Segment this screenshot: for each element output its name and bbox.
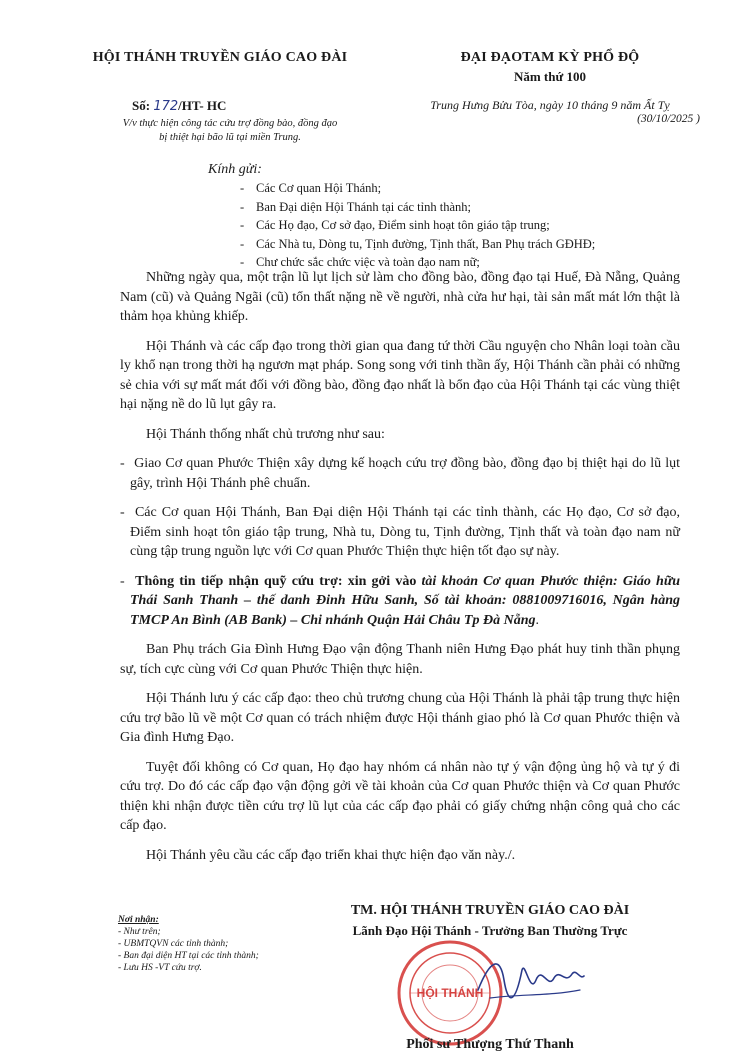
subject-line: bị thiệt hại bão lũ tại miền Trung. <box>159 132 301 143</box>
solar-date: (30/10/2025 ) <box>637 113 700 125</box>
signature-role: Lãnh Đạo Hội Thánh - Trưởng Ban Thường Trực <box>352 923 628 938</box>
bank-info-intro: Thông tin tiếp nhận quỹ cứu trợ: xin gởi vào <box>135 573 422 589</box>
header-left <box>70 50 370 66</box>
signature-org: TM. HỘI THÁNH TRUYỀN GIÁO CAO ĐÀI <box>350 903 630 918</box>
body-paragraph: Ban Phụ trách Gia Đình Hưng Đạo vận động Thanh niên Hưng Đạo phát huy tinh thần phụng sự, tích cực cùng với Cơ quan Phước Thiện thực hiện. <box>120 642 680 677</box>
recipient-item: - Các Nhà tu, Dòng tu, Tịnh đường, Tịnh thất, Ban Phụ trách GĐHĐ; <box>240 235 595 254</box>
body-paragraph: Hội Thánh lưu ý các cấp đạo: theo chủ trương chung của Hội Thánh là phải tập trung thực hiện cứu trợ bão lũ về một Cơ quan có trách nhiệm được Hội thánh giao phó là Cơ quan Phước thiện và Gia đình Hưng Đạo. <box>120 691 680 745</box>
directive-item: - Giao Cơ quan Phước Thiện xây dựng kế hoạch cứu trợ đồng bào, đồng đạo bị thiệt hại do lũ lụt gây, trình Hội Thánh phê chuẩn. <box>120 456 680 491</box>
salutation: Kính gửi: <box>208 162 262 177</box>
bank-info-end: . <box>535 612 539 628</box>
seal-label: HỘI THÁNH <box>416 986 484 1000</box>
body-paragraph: Hội Thánh yêu cầu các cấp đạo triển khai thực hiện đạo văn này./. <box>146 847 516 863</box>
letter-body <box>120 268 680 875</box>
directive-text: Giao Cơ quan Phước Thiện xây dựng kế hoạch cứu trợ đồng bào, đồng đạo bị thiệt hại do lũ lụt gây, trình Hội Thánh phê chuẩn. <box>130 456 680 491</box>
document-number-value: 172 <box>153 99 179 114</box>
signatory-name: Phối sư Thượng Thứ Thanh <box>406 1037 574 1052</box>
distribution-item: - Lưu HS -VT cứu trợ. <box>118 963 202 973</box>
recipient-item: - Chư chức sắc chức việc và toàn đạo nam nữ; <box>240 253 595 272</box>
distribution-item: - Như trên; <box>118 927 161 937</box>
issuing-org: HỘI THÁNH TRUYỀN GIÁO CAO ĐÀI <box>92 50 348 65</box>
national-motto: ĐẠI ĐẠOTAM KỲ PHỔ ĐỘ <box>460 50 640 65</box>
document-number <box>132 98 226 114</box>
handwritten-signature-icon <box>470 950 590 1010</box>
place-date: Trung Hưng Bửu Tòa, ngày 10 tháng 9 năm Ất Tỵ <box>430 98 670 112</box>
directive-item: - Các Cơ quan Hội Thánh, Ban Đại diện Hội Thánh tại các tỉnh thành, các Họ đạo, Cơ sở đạo, Điểm sinh hoạt tôn giáo tập trung, Nhà tu, Dòng tu, Tịnh đường, Tịnh thất và toàn đạo nam nữ cùng tập trung nguồn lực với Cơ quan Phước Thiện thực hiện tốt đạo sự này. <box>120 505 681 559</box>
body-paragraph: Tuyệt đối không có Cơ quan, Họ đạo hay nhóm cá nhân nào tự ý vận động ủng hộ và tự ý đi cứu trợ. Do đó các cấp đạo vận động gởi về tài khoản của Cơ quan Phước thiện và Cơ quan Phước thiện khi nhận được tiền cứu trợ lũ lụt của các cấp đạo phải có giấy chứng nhận công quả cho các cấp đạo. <box>120 759 680 833</box>
religious-year: Năm thứ 100 <box>513 69 587 84</box>
distribution-list <box>118 914 259 974</box>
directive-text: Các Cơ quan Hội Thánh, Ban Đại diện Hội Thánh tại các tỉnh thành, các Họ đạo, Cơ sở đạo, Điểm sinh hoạt tôn giáo tập trung, Nhà tu, Dòng tu, Tịnh đường, Tịnh thất và toàn đạo nam nữ cùng tập trung nguồn lực với Cơ quan Phước Thiện thực hiện tốt đạo sự này. <box>130 505 681 559</box>
body-paragraph: Hội Thánh và các cấp đạo trong thời gian qua đang tứ thời Cầu nguyện cho Nhân loại toàn cầu ly khổ nạn trong thời hạ ngươn mạt pháp. Song song với tinh thần ấy, Hội Thánh cần phải có những sẻ chia với sự mất mát đối với đồng bào, đồng đạo nhất là bổn đạo của Hội Thánh tại các vùng thiệt hại nặng nề do lũ lụt gây ra. <box>120 338 680 412</box>
distribution-item: - UBMTQVN các tỉnh thành; <box>118 939 229 949</box>
document-number-suffix: /HT- HC <box>178 98 227 113</box>
recipient-list <box>240 179 595 272</box>
body-paragraph: Những ngày qua, một trận lũ lụt lịch sử làm cho đồng bào, đồng đạo tại Huế, Đà Nẵng, Quảng Nam (cũ) và Quảng Ngãi (cũ) tổn thất nặng nề về người, nhà cửa hư hại, tài sản mất mát lớn thật là thảm họa khủng khiếp. <box>120 270 680 324</box>
recipient-item: - Ban Đại diện Hội Thánh tại các tỉnh thành; <box>240 198 595 217</box>
header-right <box>400 50 700 85</box>
distribution-title: Nơi nhận: <box>118 915 159 925</box>
subject-line: V/v thực hiện công tác cứu trợ đồng bào, đồng đạo <box>122 118 338 129</box>
body-paragraph: Hội Thánh thống nhất chủ trương như sau: <box>146 426 385 442</box>
document-subject <box>100 117 360 145</box>
directive-item-bank-info: - Thông tin tiếp nhận quỹ cứu trợ: xin gởi vào tài khoản Cơ quan Phước thiện: Giáo hữu Thái Sanh Thanh – thế danh Đinh Hữu Sanh, Số tài khoản: 0881009716016, Ngân hàng TMCP An Bình (AB Bank) – Chi nhánh Quận Hải Châu Tp Đà Nẵng. <box>120 573 680 628</box>
recipient-item: - Các Cơ quan Hội Thánh; <box>240 179 595 198</box>
distribution-item: - Ban đại diện HT tại các tỉnh thành; <box>118 951 259 961</box>
bank-account-details: tài khoản Cơ quan Phước thiện: Giáo hữu Thái Sanh Thanh – thế danh Đinh Hữu Sanh, Số tài khoản: 0881009716016, Ngân hàng TMCP An Bình (AB Bank) – Chi nhánh Quận Hải Châu Tp Đà Nẵng <box>130 573 680 628</box>
recipient-item: - Các Họ đạo, Cơ sở đạo, Điểm sinh hoạt tôn giáo tập trung; <box>240 216 595 235</box>
document-number-label: Số: <box>132 98 151 113</box>
